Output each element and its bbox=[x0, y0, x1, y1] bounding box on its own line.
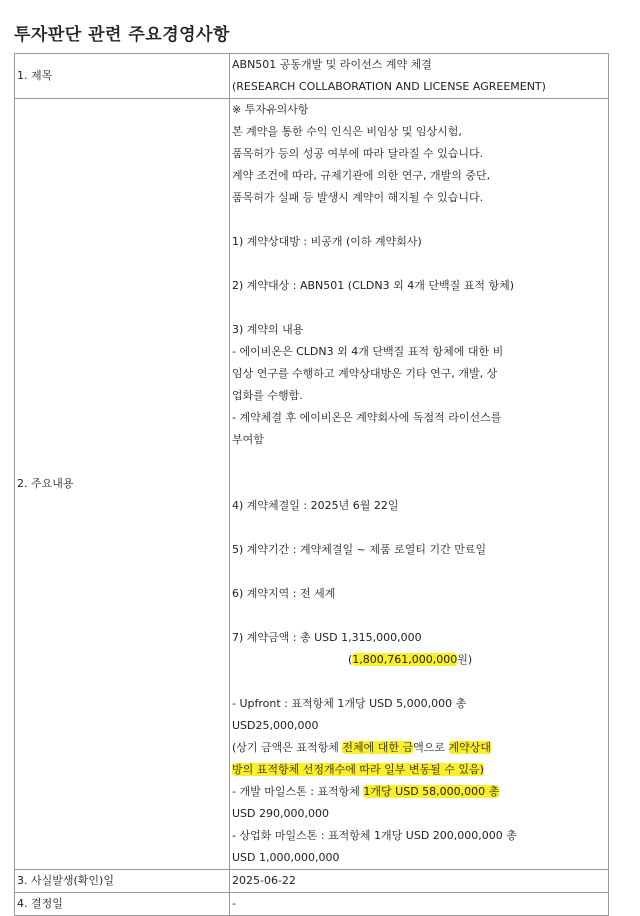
note-highlight: 계약상대 bbox=[448, 741, 492, 754]
row-value-decision: - bbox=[230, 893, 609, 916]
dev-milestone-total: USD 290,000,000 bbox=[232, 807, 329, 820]
spacer bbox=[232, 561, 606, 583]
counterparty: 1) 계약상대방 : 비공개 (이하 계약회사) bbox=[232, 235, 422, 248]
spacer bbox=[232, 297, 606, 319]
spacer bbox=[232, 253, 606, 275]
amount-krw-highlight: 1,800,761,000,000 bbox=[352, 653, 458, 666]
spacer bbox=[232, 671, 606, 693]
row-label-title: 1. 제목 bbox=[15, 54, 230, 99]
row-label-occurrence: 3. 사실발생(확인)일 bbox=[15, 870, 230, 893]
note-highlight: 방의 표적항체 선정개수에 따라 일부 변동될 수 있음) bbox=[232, 763, 484, 776]
table-row-title bbox=[15, 54, 609, 99]
row-value-title bbox=[230, 54, 609, 99]
amount-note-line bbox=[232, 737, 606, 759]
table-row-content bbox=[15, 99, 609, 870]
upfront-line: - Upfront : 표적항체 1개당 USD 5,000,000 총 bbox=[232, 697, 467, 710]
row-value-occurrence: 2025-06-22 bbox=[230, 870, 609, 893]
contract-contents-line: - 계약체결 후 에이비온은 계약회사에 독점적 라이선스를 bbox=[232, 411, 502, 424]
notice-line: 품목허가 등의 성공 여부에 따라 달라질 수 있습니다. bbox=[232, 147, 484, 160]
amount-krw-close: 원) bbox=[457, 653, 473, 666]
comm-milestone-total: USD 1,000,000,000 bbox=[232, 851, 340, 864]
contract-target: 2) 계약대상 : ABN501 (CLDN3 외 4개 단백질 표적 항체) bbox=[232, 279, 514, 292]
spacer bbox=[232, 451, 606, 473]
title-english: (RESEARCH COLLABORATION AND LICENSE AGREEMENT) bbox=[232, 80, 546, 93]
title-korean: ABN501 공동개발 및 라이선스 계약 체결 bbox=[232, 58, 432, 71]
row-label-content: 2. 주요내용 bbox=[15, 99, 230, 870]
contract-contents-line: 부여함 bbox=[232, 433, 264, 446]
spacer bbox=[232, 605, 606, 627]
notice-line: 본 계약을 통한 수익 인식은 비임상 및 임상시험, bbox=[232, 125, 462, 138]
spacer bbox=[232, 209, 606, 231]
notice-line: 품목허가 실패 등 발생시 계약이 해지될 수 있습니다. bbox=[232, 191, 484, 204]
note-text: 액으로 bbox=[413, 741, 449, 754]
contract-contents-line: 임상 연구를 수행하고 계약상대방은 기타 연구, 개발, 상 bbox=[232, 367, 498, 380]
contract-territory: 6) 계약지역 : 전 세계 bbox=[232, 587, 336, 600]
dev-milestone-line bbox=[232, 781, 606, 803]
note-highlight: 전체에 대한 금 bbox=[342, 741, 414, 754]
dev-highlight: 1개당 USD 58,000,000 총 bbox=[363, 785, 500, 798]
upfront-total: USD25,000,000 bbox=[232, 719, 319, 732]
notice-heading: ※ 투자유의사항 bbox=[232, 103, 309, 116]
contract-date: 4) 계약체결일 : 2025년 6월 22일 bbox=[232, 499, 399, 512]
note-text: (상기 금액은 표적항체 bbox=[232, 741, 343, 754]
dev-text: - 개발 마일스톤 : 표적항체 bbox=[232, 785, 364, 798]
amount-krw-open: ( bbox=[348, 653, 353, 666]
contract-contents-line: - 에이비온은 CLDN3 외 4개 단백질 표적 항체에 대한 비 bbox=[232, 345, 504, 358]
row-value-content bbox=[230, 99, 609, 870]
table-row-decision bbox=[15, 893, 609, 916]
page-title: 투자판단 관련 주요경영사항 bbox=[14, 25, 230, 45]
contract-contents-heading: 3) 계약의 내용 bbox=[232, 323, 304, 336]
spacer bbox=[232, 473, 606, 495]
contract-period: 5) 계약기간 : 계약체결일 ~ 제품 로열티 기간 만료일 bbox=[232, 543, 487, 556]
comm-milestone-line: - 상업화 마일스톤 : 표적항체 1개당 USD 200,000,000 총 bbox=[232, 829, 517, 842]
notice-line: 계약 조건에 따라, 규제기관에 의한 연구, 개발의 중단, bbox=[232, 169, 491, 182]
spacer bbox=[232, 517, 606, 539]
row-label-decision: 4. 결정일 bbox=[15, 893, 230, 916]
disclosure-table bbox=[14, 53, 609, 916]
contract-amount-krw bbox=[232, 649, 606, 671]
table-row-occurrence bbox=[15, 870, 609, 893]
contract-contents-line: 업화를 수행함. bbox=[232, 389, 303, 402]
amount-note-line bbox=[232, 759, 606, 781]
contract-amount-usd: 7) 계약금액 : 총 USD 1,315,000,000 bbox=[232, 631, 422, 644]
